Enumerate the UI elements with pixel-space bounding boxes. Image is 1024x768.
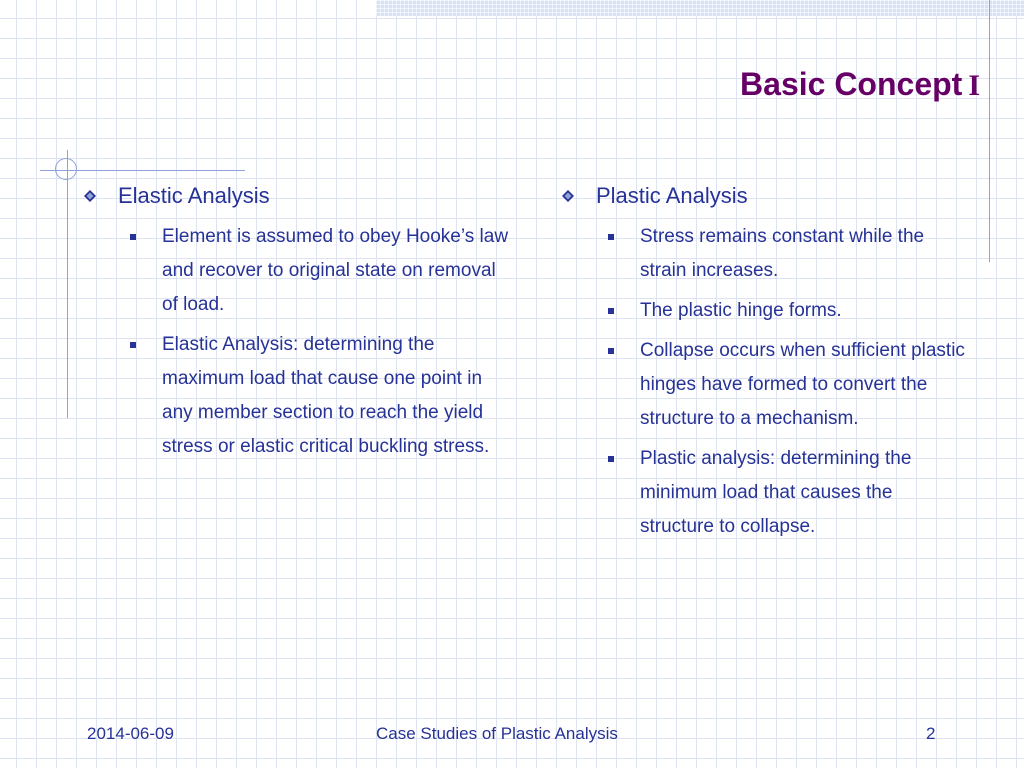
list-item [80,328,514,464]
list-item [558,294,970,328]
square-bullet-icon [608,308,614,314]
footer-page-number: 2 [926,724,936,743]
square-bullet-icon [608,456,614,462]
list-item-text: Elastic Analysis: determining the maximum load that cause one point in any member section to reach the yield stress or elastic critical buckling stress. [162,334,490,457]
square-bullet-icon [130,234,136,240]
list-item [558,334,970,436]
diamond-bullet-icon [562,190,574,202]
footer-date: 2014-06-09 [87,724,174,743]
footer-title: Case Studies of Plastic Analysis [376,724,618,743]
list-item-text: Element is assumed to obey Hooke’s law and recover to original state on removal of load. [162,226,509,315]
square-bullet-icon [608,348,614,354]
list-item-text: The plastic hinge forms. [640,300,842,321]
decorative-right-line [989,0,990,262]
column-heading [80,180,510,212]
bullet-list [558,220,988,544]
diamond-bullet-icon [84,190,96,202]
plastic-analysis-column [558,180,988,550]
list-item-text: Stress remains constant while the strain increases. [640,226,925,281]
list-item [558,442,970,544]
elastic-analysis-column [80,180,510,470]
decorative-left-line [67,150,68,418]
slide-title-numeral: I [968,69,980,102]
slide-title [740,66,980,103]
list-item-text: Plastic analysis: determining the minimum load that causes the structure to collapse. [640,448,912,537]
list-item-text: Collapse occurs when sufficient plastic hinges have formed to convert the structure to a mechanism. [640,340,965,429]
decorative-top-band [376,0,1024,16]
slide-title-text: Basic Concept [740,66,963,102]
list-item [558,220,970,288]
bullet-list [80,220,510,464]
column-heading-text: Plastic Analysis [596,183,748,208]
list-item [80,220,514,322]
column-heading-text: Elastic Analysis [118,183,270,208]
decorative-circle-icon [55,158,77,180]
square-bullet-icon [130,342,136,348]
column-heading [558,180,988,212]
square-bullet-icon [608,234,614,240]
